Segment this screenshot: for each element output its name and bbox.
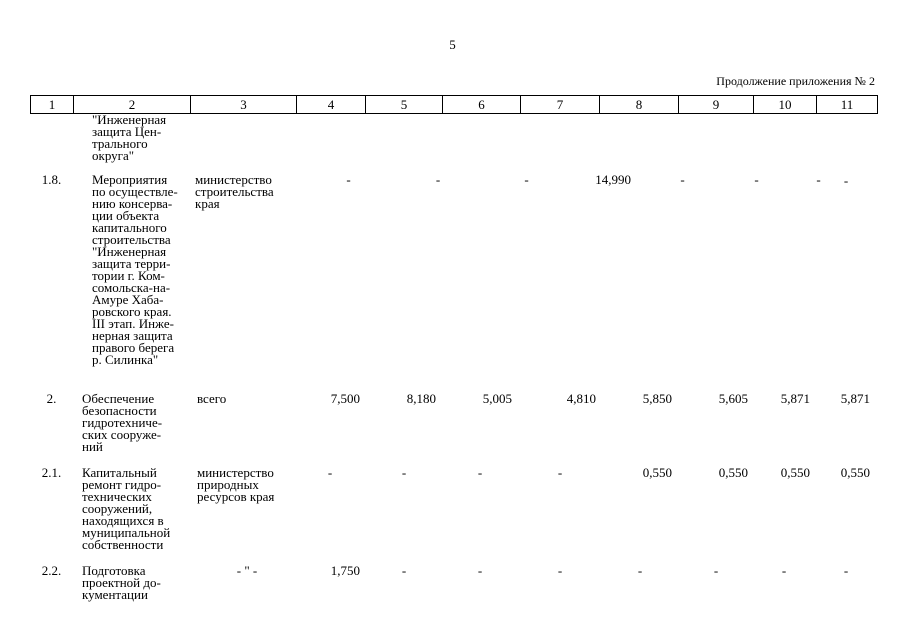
row-name: Капитальный ремонт гидро- технических сооружений, находящихся в муниципальной собственности: [82, 465, 171, 552]
row-executor: министерство строительства края: [195, 172, 274, 211]
header-col-9: 9: [679, 96, 754, 114]
value-col-9: -: [754, 172, 759, 187]
header-col-3: 3: [191, 96, 297, 114]
table-row: [30, 174, 877, 366]
value-col-11: -: [843, 173, 849, 188]
appendix-note: Продолжение приложения № 2: [716, 74, 875, 88]
value-col-9: -: [713, 563, 719, 578]
row-number: 2.2.: [41, 563, 62, 578]
row-number: 2.: [46, 391, 57, 406]
value-col-9: 5,605: [718, 391, 748, 406]
row-name: Подготовка проектной до- кументации: [82, 563, 161, 602]
table-row-continuation: [30, 114, 877, 162]
row-number: 2.1.: [41, 465, 62, 480]
header-col-10: 10: [754, 96, 817, 114]
header-col-8: 8: [600, 96, 679, 114]
value-col-7: -: [557, 465, 563, 480]
header-col-5: 5: [366, 96, 443, 114]
header-col-4: 4: [297, 96, 366, 114]
value-col-11: -: [843, 563, 849, 578]
page-number: 5: [449, 37, 456, 52]
row-executor: всего: [197, 391, 227, 406]
value-col-11: 5,871: [840, 391, 870, 406]
header-col-11: 11: [817, 96, 878, 114]
value-col-8: -: [637, 563, 643, 578]
row-name: Обеспечение безопасности гидротехниче- ских сооруже- ний: [82, 391, 163, 454]
value-col-4: -: [346, 172, 351, 187]
value-col-9: 0,550: [718, 465, 748, 480]
value-col-4: 1,750: [330, 563, 360, 578]
value-col-5: 8,180: [406, 391, 436, 406]
value-col-10: -: [781, 563, 787, 578]
value-col-6: -: [477, 563, 483, 578]
value-col-4: 7,500: [330, 391, 360, 406]
value-col-8: -: [680, 172, 685, 187]
header-col-1: 1: [31, 96, 74, 114]
value-col-7: 14,990: [595, 172, 631, 187]
value-col-6: -: [477, 465, 483, 480]
value-col-10: 5,871: [780, 391, 810, 406]
header-col-7: 7: [521, 96, 600, 114]
value-col-8: 0,550: [642, 465, 672, 480]
value-col-10: 0,550: [780, 465, 810, 480]
value-col-10: -: [816, 172, 821, 187]
value-col-7: 4,810: [566, 391, 596, 406]
row-name: Мероприятия по осуществле- нию консерва- ции объекта капитального строительства "Инженерная защита терри- тории г. Ком- сомольска-на- Амуре Хаба- ровского края. III этап. Инже- нерная защита правого берега р. Силинка": [92, 172, 178, 367]
value-col-5: -: [435, 172, 441, 187]
value-col-4: -: [327, 465, 333, 480]
value-col-8: 5,850: [642, 391, 672, 406]
row-name: "Инженерная защита Цен- трального округа": [92, 112, 167, 163]
value-col-11: 0,550: [840, 465, 870, 480]
row-executor: - " -: [236, 563, 258, 578]
value-col-6: 5,005: [482, 391, 512, 406]
header-col-6: 6: [443, 96, 521, 114]
program-table: [30, 114, 877, 378]
value-col-6: -: [524, 172, 529, 187]
header-col-2: 2: [74, 96, 191, 114]
value-col-5: -: [401, 563, 407, 578]
row-number: 1.8.: [41, 172, 62, 187]
row-executor: министерство природных ресурсов края: [197, 465, 275, 504]
value-col-5: -: [401, 465, 407, 480]
value-col-7: -: [557, 563, 563, 578]
